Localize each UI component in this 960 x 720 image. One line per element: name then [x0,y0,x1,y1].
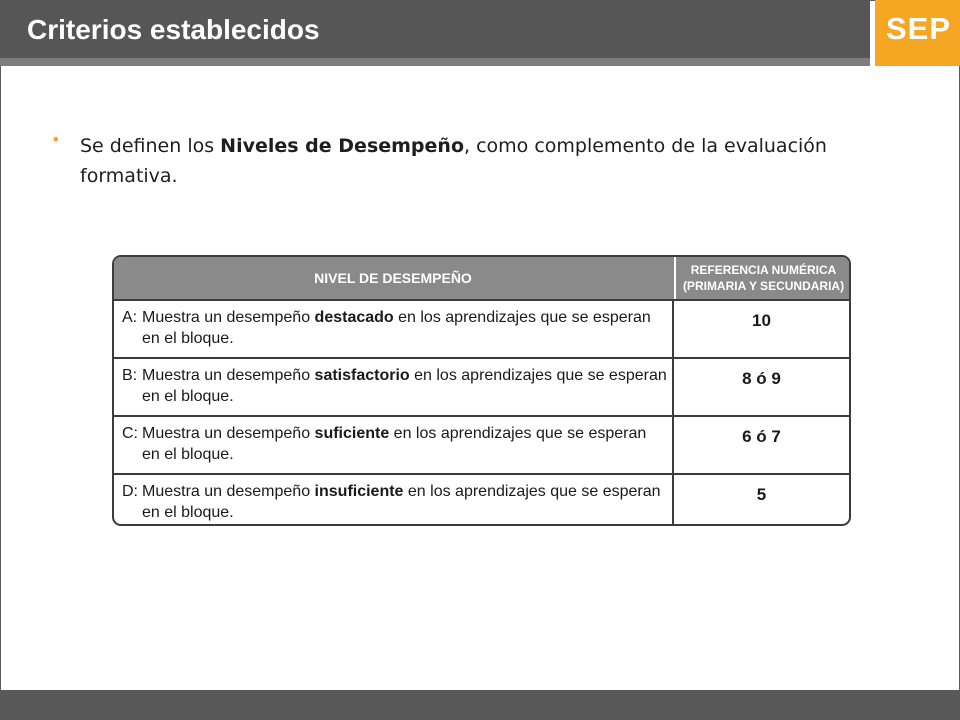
row-text-after: en los aprendizajes que se esperan en el bloque. [142,309,651,347]
row-text-before: Muestra un desempeño [142,483,315,500]
row-reference: 6 ó 7 [742,427,781,446]
row-text-bold: destacado [314,309,394,326]
page-title: Criterios establecidos [27,14,320,45]
header-ref-line1: REFERENCIA NUMÉRICA [690,263,837,277]
row-text-bold: suficiente [314,425,390,442]
title-stripe [0,58,870,66]
header-ref-line2: (PRIMARIA Y SECUNDARIA) [682,279,845,293]
title-bar [0,0,870,58]
row-text-bold: satisfactorio [314,367,410,384]
row-text-after: en los aprendizajes que se esperan en el bloque. [142,425,647,463]
row-text-after: en los aprendizajes que se esperan en el bloque. [142,483,661,521]
table-row [114,301,849,359]
row-reference: 8 ó 9 [742,369,781,388]
table-header [114,257,849,301]
performance-levels-table [112,255,851,526]
sep-logo-text: SEP [886,11,952,46]
row-text-before: Muestra un desempeño [142,309,315,326]
row-description [114,417,674,473]
header-level: NIVEL DE DESEMPEÑO [314,270,472,286]
row-description [114,475,674,526]
table-row [114,417,849,475]
bullet-text [80,131,860,191]
footer-bar [0,690,960,720]
header-ref [674,257,851,299]
row-reference: 5 [756,485,767,504]
row-description [114,301,674,357]
table-row [114,475,849,526]
row-text-after: en los aprendizajes que se esperan en el bloque. [142,367,667,405]
row-letter: C: [122,425,138,442]
bullet-text-before: Se definen los [80,135,221,157]
row-letter: A: [122,309,138,326]
row-reference: 10 [752,311,771,330]
logo-stripe [875,58,960,66]
row-description [114,359,674,415]
row-letter: D: [122,483,138,500]
bullet-text-bold: Niveles de Desempeño [220,135,464,157]
row-text-bold: insuficiente [314,483,404,500]
table-row [114,359,849,417]
bullet-icon: • [51,130,61,149]
row-text-before: Muestra un desempeño [142,367,315,384]
row-letter: B: [122,367,138,384]
row-text-before: Muestra un desempeño [142,425,315,442]
bullet-text-after: , como complemento de la evaluación formativa. [80,135,827,187]
